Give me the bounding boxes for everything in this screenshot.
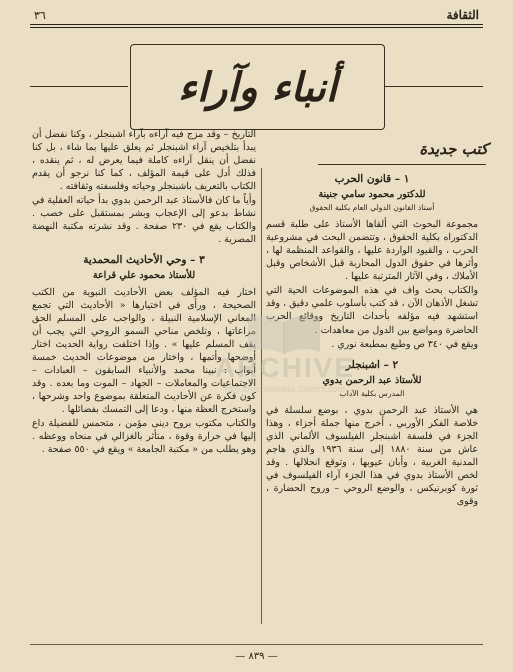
footer-rule xyxy=(30,644,483,645)
book-2-heading: ٢ – اشبنجلر xyxy=(345,358,399,371)
masthead-ornament-left xyxy=(30,86,128,87)
masthead-ornament-right xyxy=(385,86,483,87)
watermark-word: ARCHIVE xyxy=(214,352,355,383)
footer-page-number: — ٨٣٩ — xyxy=(235,651,278,662)
header-rule-thin xyxy=(30,27,483,28)
header-rule xyxy=(30,24,483,25)
watermark-url: http://Archivebeta.Sakhrit.com xyxy=(224,384,346,394)
section-title-rule xyxy=(318,164,486,165)
book-1-paragraph: والكتاب بحث واف في هذه الموضوعات الحية التي تشغل الأذهان الآن ، قد كتب بأسلوب علمي دقيق ، وقد استشهد فيه مؤلفه بأحداث التاريخ ووقائع الحرب الحاضرة ومواضع بين الدول من معاهدات . xyxy=(266,285,478,336)
book-1-heading: ١ – قانون الحرب xyxy=(334,173,410,185)
book-1-paragraph: مجموعة البحوث التي ألقاها الأستاذ على طلبة قسم الدكتوراه بكلية الحقوق ، وتتضمن البحث في مشروعية الحرب ، والقيود الواردة عليها ، والقواعد المنظمة لها ، وأثرها في حقوق الدول المحاربة قبل الأشخاص وقبل الأملاك ، وفي الآثار المترتبة عليها . xyxy=(266,219,478,283)
masthead-title: أنباء وآراء xyxy=(178,63,337,111)
magazine-name: الثقافة xyxy=(446,8,479,22)
book-3-paragraph: والكتاب مكتوب بروح دينى مؤمن ، متحمس للفضيلة داع إليها في حرارة وقوة ، متأثر بالغزالي في منحاه ووعظه . وهو يطلب من « مكتبة الجامعة » ويقع في ٥٥٠ صفحة . xyxy=(32,417,256,456)
book-3-author: للأستاذ محمود علي قراعة xyxy=(92,270,196,282)
book-3-heading: ٣ – وحي الأحاديث المحمدية xyxy=(83,254,205,267)
book-1-paragraph: ويقع في ٣٤٠ ص وطبع بمطبعة نوري . xyxy=(331,338,478,350)
book-1-affiliation: أستاذ القانون الدولي العام بكلية الحقوق xyxy=(309,203,435,213)
masthead xyxy=(130,44,385,130)
book-2-paragraph: هي الأستاذ عبد الرحمن بدوي ، بوضع سلسلة في خلاصة الفكر الأوربي ، أخرج منها جملة أجزاء ، وهذا الجزء في فلسفة اشبنجلر الفيلسوف الألماني الذي عاش من سنة ١٨٨٠ إلى سنة ١٩٣٦ والذي هاجم المدنية الغربية ، وأبان عيوبها ، وتوقع انحلالها . وقد لخص الأستاذ بدوي في هذا الجزء آراء الفيلسوف في ثورة كوبرنيكس ، والوضع الروحي – وروح الحضارة ، وقوى xyxy=(266,404,478,508)
running-header xyxy=(34,6,479,24)
left-paragraph: التاريخ – وقد مزج فيه آراءه بآراء اشبنجلر ، وكنا نفضل أن يبدأ بتلخيص آراء اشبنجلر ثم يعلق عليها بما شاء ، بل كنا نفضل أن ينقل آراءه كاملة فيما يعرض له ، ثم ينقده ، فذلك أدل على قيمة المؤلف ، كما كنا نرجو أن يقدم الكتاب بالتعريف باشبنجلر وحياته وفلسفته وثقافته . xyxy=(32,129,256,193)
book-1-author: للدكتور محمود سامي جنينة xyxy=(318,189,426,201)
header-page-number: ٣٦ xyxy=(34,8,46,22)
open-book-icon xyxy=(244,312,324,356)
section-title: كتب جديدة xyxy=(419,140,488,158)
book-3-paragraph: اختار فيه المؤلف بعض الأحاديث النبوية من الكتب الصحيحة ، ورأى في اختيارها « الأحاديث التي تجمع المعاني الإسلامية النبيلة ، والواجب على المسلم الحق مراعاتها ، وتلخص مناحي السمو الروحي التي يجب أن يقف المسلم عليها » . وإذا اختلفت رواية الحديث اختار أوضحها وأتمها ، واختار من موضوعات الحديث خمسة أبواب : نبينا محمد والأنبياء السابقون – العبادات – الاجتماعيات والمعاملات – الجهاد – الموت وما بعده . وقد كون فكرة عن الأحاديث المتعلقة بموضوع واحد وشرحها ، واستخرج العظة منها ، ودعا إلى التمسك بفضائلها . xyxy=(32,286,256,415)
left-paragraph: وأياً ما كان فالأستاذ عبد الرحمن بدوي بدأ حياته العقلية في نشاط بدعو إلى الإعجاب وبشر بمستقبل على خصب . والكتاب يقع في ٢٣٠ صفحة . وقد نشرته مكتبة النهضة المصرية . xyxy=(32,195,256,246)
book-2-affiliation: المدرس بكلية الآداب xyxy=(339,388,405,398)
left-column xyxy=(32,128,256,457)
book-2-author: للأستاذ عبد الرحمن بدوي xyxy=(322,374,422,386)
archive-watermark xyxy=(200,312,370,402)
